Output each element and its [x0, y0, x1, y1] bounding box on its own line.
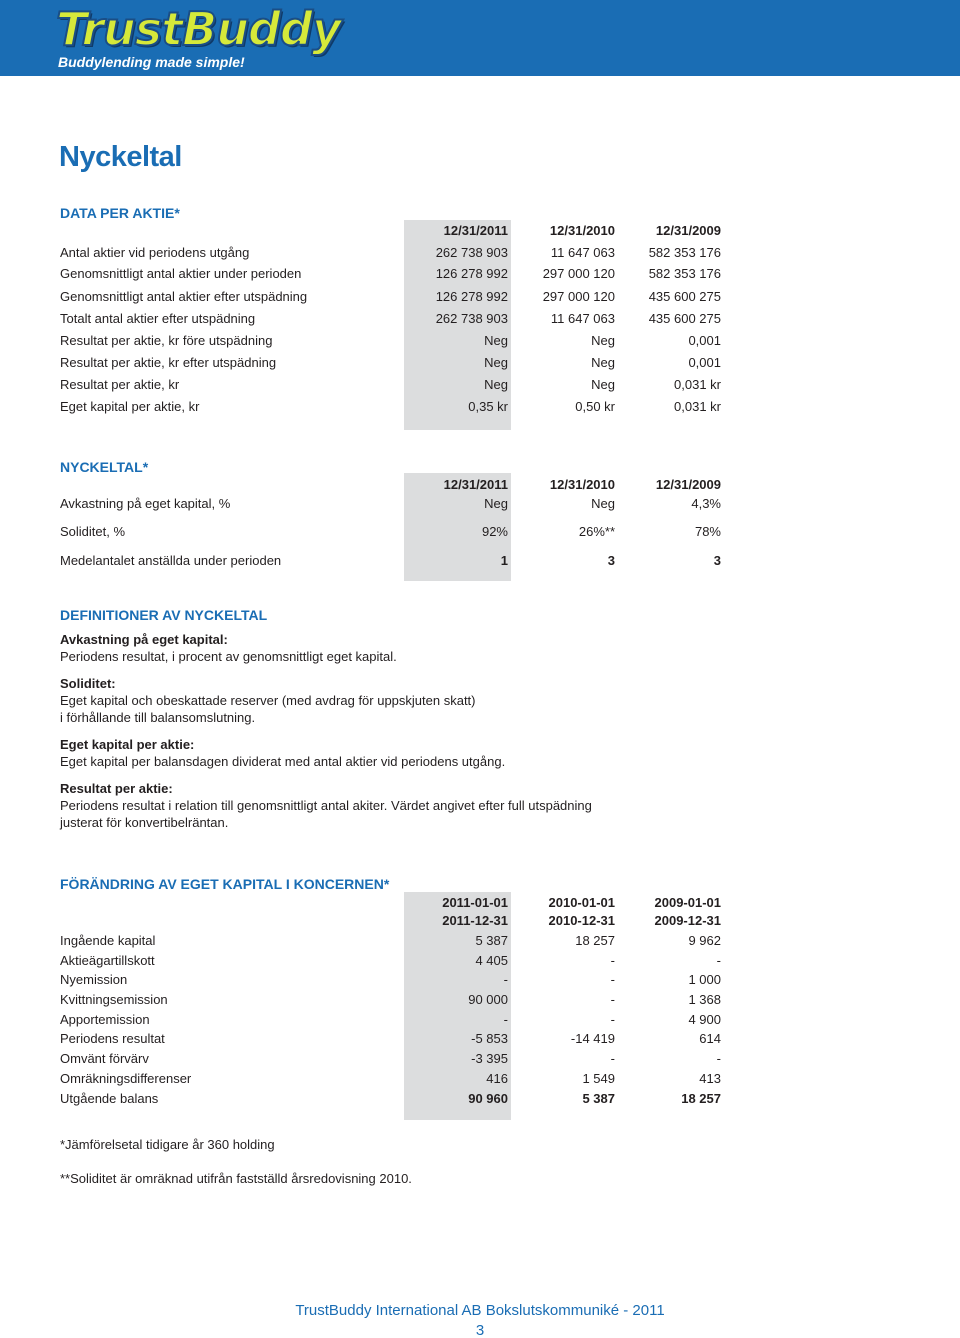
cell: 4 405: [475, 953, 508, 968]
definition-text: Periodens resultat i relation till genomsnittligt antal akiter. Värdet angivet efter full utspädning: [60, 798, 592, 813]
cell: Neg: [591, 377, 615, 392]
definition-text: Periodens resultat, i procent av genomsnittligt eget kapital.: [60, 649, 397, 664]
cell: 413: [699, 1071, 721, 1086]
per-share-table: [60, 220, 725, 430]
row-label: Omräkningsdifferenser: [60, 1071, 192, 1086]
cell: 90 000: [468, 992, 508, 1007]
row-label: Kvittningsemission: [60, 992, 168, 1007]
column-header: 12/31/2009: [655, 223, 721, 238]
cell: -3 395: [471, 1051, 508, 1066]
row-label: Ingående kapital: [60, 933, 156, 948]
row-label: Genomsnittligt antal aktier under perioden: [60, 266, 302, 281]
cell: 1 000: [688, 972, 721, 987]
definition-item: [60, 780, 700, 831]
column-header: 2011-12-31: [442, 913, 508, 928]
definition-item: [60, 736, 700, 770]
row-label: Periodens resultat: [60, 1031, 165, 1046]
page-title: Nyckeltal: [59, 141, 182, 173]
footnote: *Jämförelsetal tidigare år 360 holding: [60, 1137, 275, 1152]
column-header: 12/31/2010: [549, 223, 615, 238]
cell: -: [610, 1051, 615, 1066]
cell: -14 419: [570, 1031, 615, 1046]
definition-term: Eget kapital per aktie:: [60, 737, 195, 752]
cell: Neg: [484, 355, 508, 370]
cell: 0,031 kr: [674, 399, 721, 414]
cell: -5 853: [471, 1031, 508, 1046]
cell: 0,35 kr: [468, 399, 508, 414]
table-header: [60, 893, 725, 913]
table-row-total: [60, 1089, 725, 1109]
cell: 297 000 120: [542, 289, 615, 304]
cell: 614: [699, 1031, 721, 1046]
table-row: [60, 931, 725, 951]
cell: 126 278 992: [435, 266, 508, 281]
cell: 3: [713, 553, 721, 568]
table-header: [60, 475, 725, 495]
cell: -: [716, 1051, 721, 1066]
table-row: [60, 551, 725, 571]
cell: 9 962: [688, 933, 721, 948]
definition-item: [60, 631, 700, 665]
table-row: [60, 309, 725, 329]
logo: TrustBuddy: [56, 2, 341, 56]
cell: 435 600 275: [648, 311, 721, 326]
cell: -: [716, 953, 721, 968]
column-header: 2010-01-01: [548, 895, 615, 910]
cell: 18 257: [575, 933, 615, 948]
row-label: Eget kapital per aktie, kr: [60, 399, 200, 414]
page-footer: TrustBuddy International AB Bokslutskommuniké - 2011: [295, 1302, 665, 1319]
cell: 1: [500, 553, 508, 568]
cell: -: [610, 953, 615, 968]
table-row: [60, 1049, 725, 1069]
cell: 0,50 kr: [575, 399, 615, 414]
equity-change-table: [60, 892, 725, 1120]
cell: 0,001: [688, 333, 721, 348]
table-header: [60, 911, 725, 931]
cell: Neg: [591, 333, 615, 348]
cell: 262 738 903: [435, 245, 508, 260]
row-label: Resultat per aktie, kr: [60, 377, 180, 392]
column-header: 12/31/2011: [443, 223, 508, 238]
header-banner: [0, 0, 960, 76]
row-label: Medelantalet anställda under perioden: [60, 553, 282, 568]
section-title-equity-change: FÖRÄNDRING AV EGET KAPITAL I KONCERNEN*: [60, 876, 390, 892]
cell: 262 738 903: [435, 311, 508, 326]
cell: 78%: [694, 524, 721, 539]
cell: Neg: [591, 496, 615, 511]
definition-item: [60, 675, 700, 726]
cell: 0,031 kr: [674, 377, 721, 392]
row-label: Utgående balans: [60, 1091, 159, 1106]
cell: 92%: [481, 524, 508, 539]
row-label: Resultat per aktie, kr före utspädning: [60, 333, 273, 348]
table-row: [60, 951, 725, 971]
page-number: 3: [475, 1322, 485, 1338]
cell: -: [503, 1012, 508, 1027]
definition-text: justerat för konvertibelräntan.: [60, 815, 229, 830]
cell: Neg: [484, 496, 508, 511]
row-label: Aktieägartillskott: [60, 953, 155, 968]
definitions-list: [60, 631, 700, 841]
table-row: [60, 287, 725, 307]
row-label: Antal aktier vid periodens utgång: [60, 245, 250, 260]
definition-text: Eget kapital per balansdagen dividerat med antal aktier vid periodens utgång.: [60, 754, 506, 769]
row-label: Resultat per aktie, kr efter utspädning: [60, 355, 277, 370]
definition-term: Avkastning på eget kapital:: [60, 632, 228, 647]
cell: 18 257: [681, 1091, 721, 1106]
row-label: Apportemission: [60, 1012, 150, 1027]
cell: -: [503, 972, 508, 987]
table-row: [60, 1010, 725, 1030]
table-row: [60, 243, 725, 263]
definition-term: Soliditet:: [60, 676, 116, 691]
logo-tagline: Buddylending made simple!: [58, 54, 245, 70]
cell: 582 353 176: [648, 266, 721, 281]
cell: 3: [607, 553, 615, 568]
row-label: Soliditet, %: [60, 524, 126, 539]
cell: 90 960: [468, 1091, 508, 1106]
cell: 1 368: [688, 992, 721, 1007]
section-title-key-ratios: NYCKELTAL*: [60, 459, 149, 475]
footnote: **Soliditet är omräknad utifrån fastställd årsredovisning 2010.: [60, 1171, 412, 1186]
column-header: 12/31/2011: [443, 477, 508, 492]
row-label: Genomsnittligt antal aktier efter utspädning: [60, 289, 308, 304]
cell: Neg: [484, 377, 508, 392]
row-label: Totalt antal aktier efter utspädning: [60, 311, 256, 326]
cell: -: [610, 972, 615, 987]
column-header: 2009-01-01: [654, 895, 721, 910]
table-row: [60, 375, 725, 395]
cell: 26%**: [578, 524, 615, 539]
table-row: [60, 990, 725, 1010]
column-header: 2009-12-31: [654, 913, 721, 928]
column-header: 12/31/2009: [655, 477, 721, 492]
cell: 4,3%: [691, 496, 721, 511]
table-row: [60, 397, 725, 417]
table-row: [60, 522, 725, 542]
table-header: [60, 221, 725, 241]
cell: 0,001: [688, 355, 721, 370]
table-row: [60, 331, 725, 351]
table-row: [60, 1029, 725, 1049]
cell: -: [610, 992, 615, 1007]
table-row: [60, 970, 725, 990]
table-row: [60, 1069, 725, 1089]
cell: 582 353 176: [648, 245, 721, 260]
table-row: [60, 264, 725, 284]
section-title-per-share: DATA PER AKTIE*: [60, 205, 180, 221]
key-ratios-table: [60, 473, 725, 581]
cell: 435 600 275: [648, 289, 721, 304]
cell: Neg: [591, 355, 615, 370]
column-header: 2011-01-01: [442, 895, 508, 910]
row-label: Avkastning på eget kapital, %: [60, 496, 231, 511]
definition-text: Eget kapital och obeskattade reserver (med avdrag för uppskjuten skatt): [60, 693, 476, 708]
table-row: [60, 494, 725, 514]
column-header: 12/31/2010: [549, 477, 615, 492]
table-row: [60, 353, 725, 373]
cell: 11 647 063: [550, 311, 615, 326]
definition-text: i förhållande till balansomslutning.: [60, 710, 256, 725]
cell: 4 900: [688, 1012, 721, 1027]
row-label: Omvänt förvärv: [60, 1051, 149, 1066]
row-label: Nyemission: [60, 972, 128, 987]
cell: 1 549: [582, 1071, 615, 1086]
cell: 5 387: [582, 1091, 615, 1106]
cell: -: [610, 1012, 615, 1027]
cell: Neg: [484, 333, 508, 348]
column-header: 2010-12-31: [548, 913, 615, 928]
cell: 416: [486, 1071, 508, 1086]
definition-term: Resultat per aktie:: [60, 781, 173, 796]
cell: 11 647 063: [550, 245, 615, 260]
cell: 126 278 992: [435, 289, 508, 304]
cell: 5 387: [475, 933, 508, 948]
cell: 297 000 120: [542, 266, 615, 281]
section-title-definitions: DEFINITIONER AV NYCKELTAL: [60, 607, 268, 623]
